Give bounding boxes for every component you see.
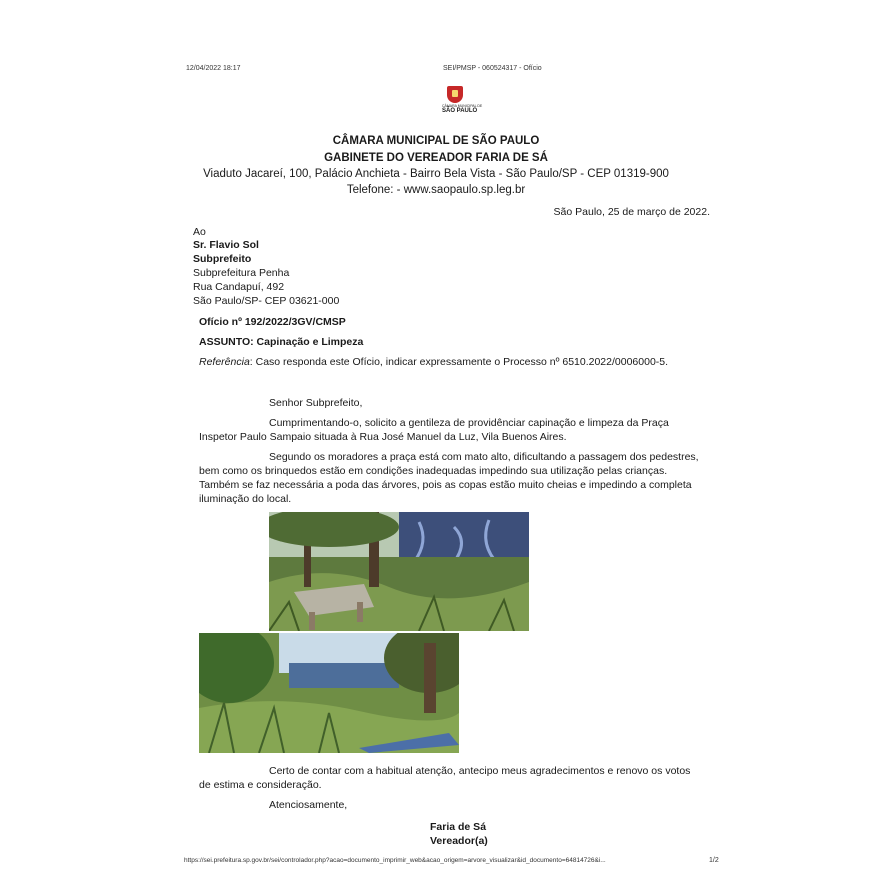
square-photo-1 (269, 512, 529, 631)
letterhead-address: Viaduto Jacareí, 100, Palácio Anchieta - Bairro Bela Vista - São Paulo/SP - CEP 01319-900 (203, 168, 669, 180)
referencia (199, 356, 668, 369)
signature-role: Vereador(a) (430, 835, 488, 847)
date-line: São Paulo, 25 de março de 2022. (553, 206, 710, 218)
footer-url: https://sei.prefeitura.sp.gov.br/sei/controlador.php?acao=documento_imprimir_web&acao_origem=arvore_visualizar&id_documento=64814726&i... (184, 857, 606, 864)
paragraph-2-line-2: bem como os brinquedos estão em condições inadequadas impedindo sua utilização pelas crianças. (199, 465, 668, 477)
square-photo-2 (199, 633, 459, 753)
paragraph-2-line-3: Também se faz necessária a poda das árvores, pois as copas estão muito cheias e impedindo a completa (199, 479, 692, 491)
paragraph-2-line-4: iluminação do local. (199, 493, 292, 505)
paragraph-2-line-1: Segundo os moradores a praça está com mato alto, dificultando a passagem dos pedestres, (269, 451, 699, 463)
paragraph-1-line-1: Cumprimentando-o, solicito a gentileza de providênciar capinação e limpeza da Praça (269, 417, 669, 429)
referencia-text: : Caso responda este Ofício, indicar expressamente o Processo nº 6510.2022/0006000-5. (249, 356, 669, 368)
page-number: 1/2 (709, 857, 719, 864)
salutation: Senhor Subprefeito, (269, 397, 363, 409)
letterhead-subtitle: GABINETE DO VEREADOR FARIA DE SÁ (324, 152, 548, 164)
signature-name: Faria de Sá (430, 821, 487, 833)
closing-line-1: Certo de contar com a habitual atenção, antecipo meus agradecimentos e renovo os votos (269, 765, 691, 777)
letterhead-title: CÂMARA MUNICIPAL DE SÃO PAULO (332, 135, 540, 147)
recipient-to: Ao (193, 226, 206, 238)
print-datetime: 12/04/2022 18:17 (186, 65, 241, 72)
referencia-label: Referência (199, 356, 250, 368)
recipient-role: Subprefeito (193, 253, 252, 265)
coat-of-arms-icon (447, 86, 463, 103)
recipient-street: Rua Candapuí, 492 (193, 281, 285, 293)
document-reference: SEI/PMSP - 060524317 - Ofício (443, 65, 542, 72)
recipient-org: Subprefeitura Penha (193, 267, 290, 279)
logo-line1: CÂMARA MUNICIPAL DE (442, 104, 483, 108)
paragraph-1-line-2: Inspetor Paulo Sampaio situada à Rua José Manuel da Luz, Vila Buenos Aires. (199, 431, 567, 443)
assunto: ASSUNTO: Capinação e Limpeza (199, 336, 364, 348)
logo-line2: SÃO PAULO (442, 108, 478, 114)
recipient-name: Sr. Flavio Sol (193, 239, 259, 251)
camara-logo (442, 86, 483, 114)
oficio-number: Ofício nº 192/2022/3GV/CMSP (199, 316, 346, 328)
recipient-city: São Paulo/SP- CEP 03621-000 (193, 295, 340, 307)
closing-line-2: de estima e consideração. (199, 779, 322, 791)
atenciosamente: Atenciosamente, (269, 799, 348, 811)
letterhead-phone: Telefone: - www.saopaulo.sp.leg.br (346, 184, 526, 196)
